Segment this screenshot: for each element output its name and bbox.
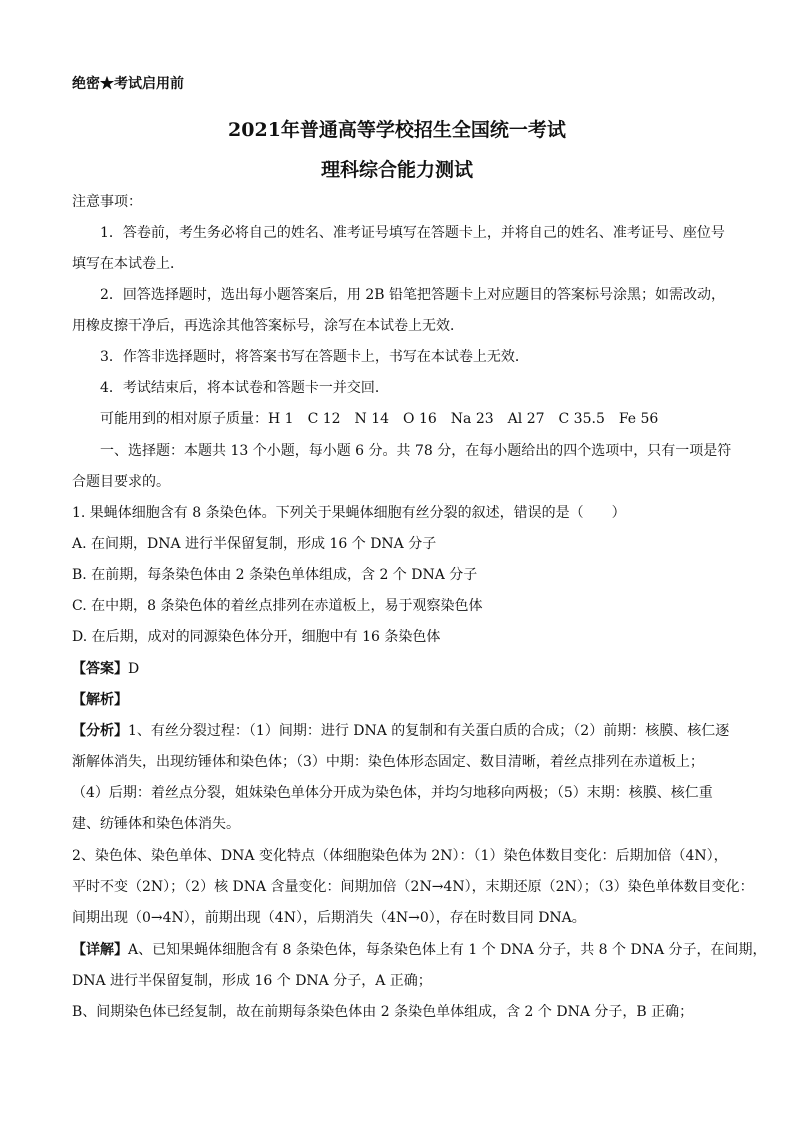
detail-label: 【详解】 (72, 942, 128, 958)
detail-line-1 (72, 940, 767, 960)
analysis-p1-line-1 (72, 721, 729, 741)
detail-line-2: DNA 进行半保留复制，形成 16 个 DNA 分子，A 正确； (72, 973, 432, 989)
note-3: 3．作答非选择题时，将答案书写在答题卡上，书写在本试卷上无效． (100, 349, 529, 365)
note-2-line-2: 用橡皮擦干净后，再选涂其他答案标号，涂写在本试卷上无效． (72, 318, 464, 334)
answer-label: 【答案】 (72, 661, 128, 677)
atomic-masses: 可能用到的相对原子质量：H 1 C 12 N 14 O 16 Na 23 Al 27 C 35.5 Fe 56 (100, 411, 659, 427)
analysis-p2-line-2: 平时不变（2N）；（2）核 DNA 含量变化：间期加倍（2N→4N），末期还原（2N）；（3）染色单体数目变化： (72, 879, 754, 895)
exam-title: 2021年普通高等学校招生全国统一考试 (228, 119, 566, 141)
option-d: D. 在后期，成对的同源染色体分开，细胞中有 16 条染色体 (72, 629, 441, 645)
analysis-p1-line-3: （4）后期：着丝点分裂，姐妹染色单体分开成为染色体，并均匀地移向两极；（5）末期：核膜、核仁重 (72, 785, 713, 801)
exam-subtitle: 理科综合能力测试 (320, 159, 473, 181)
secret-mark: 绝密★考试启用前 (72, 76, 184, 92)
analysis-p2-line-1: 2、染色体、染色单体、DNA 变化特点（体细胞染色体为 2N）：（1）染色体数目变化：后期加倍（4N）， (72, 848, 728, 864)
analysis-label: 【分析】 (72, 723, 128, 739)
option-b: B. 在前期，每条染色体由 2 条染色单体组成，含 2 个 DNA 分子 (72, 567, 478, 583)
option-a: A. 在间期，DNA 进行半保留复制，形成 16 个 DNA 分子 (72, 536, 437, 552)
answer-value: D (128, 661, 140, 677)
analysis-p1-line-2: 渐解体消失，出现纺锤体和染色体；（3）中期：染色体形态固定、数目清晰，着丝点排列在赤道板上； (72, 754, 704, 770)
analysis-p1-text: 1、有丝分裂过程：（1）间期：进行 DNA 的复制和有关蛋白质的合成；（2）前期：核膜、核仁逐 (128, 723, 730, 739)
note-1-line-1: 1．答卷前，考生务必将自己的姓名、准考证号填写在答题卡上，并将自己的姓名、准考证号、座位号 (100, 225, 725, 241)
analysis-heading: 【解析】 (72, 692, 128, 708)
note-2-line-1: 2．回答选择题时，选出每小题答案后，用 2B 铅笔把答题卡上对应题目的答案标号涂黑；如需改动， (100, 287, 726, 303)
notes-heading: 注意事项： (72, 194, 142, 210)
detail-text: A、已知果蝇体细胞含有 8 条染色体，每条染色体上有 1 个 DNA 分子，共 8 个 DNA 分子，在间期， (128, 942, 767, 958)
question-1-stem: 1. 果蝇体细胞含有 8 条染色体。下列关于果蝇体细胞有丝分裂的叙述，错误的是（ ） (72, 505, 626, 521)
note-1-line-2: 填写在本试卷上． (72, 256, 184, 272)
analysis-p2-line-3: 间期出现（0→4N），前期出现（4N），后期消失（4N→0），存在时数目同 DNA。 (72, 910, 586, 926)
section-heading-line-2: 合题目要求的。 (72, 474, 170, 490)
option-c: C. 在中期，8 条染色体的着丝点排列在赤道板上，易于观察染色体 (72, 598, 483, 614)
section-heading-line-1: 一、选择题：本题共 13 个小题，每小题 6 分。共 78 分，在每小题给出的四个选项中，只有一项是符 (100, 443, 732, 459)
analysis-p1-line-4: 建、纺锤体和染色体消失。 (72, 816, 240, 832)
answer-row (72, 659, 139, 679)
detail-line-3: B、间期染色体已经复制，故在前期每条染色体由 2 条染色单体组成，含 2 个 DNA 分子，B 正确； (72, 1004, 694, 1020)
note-4: 4．考试结束后，将本试卷和答题卡一并交回． (100, 380, 389, 396)
